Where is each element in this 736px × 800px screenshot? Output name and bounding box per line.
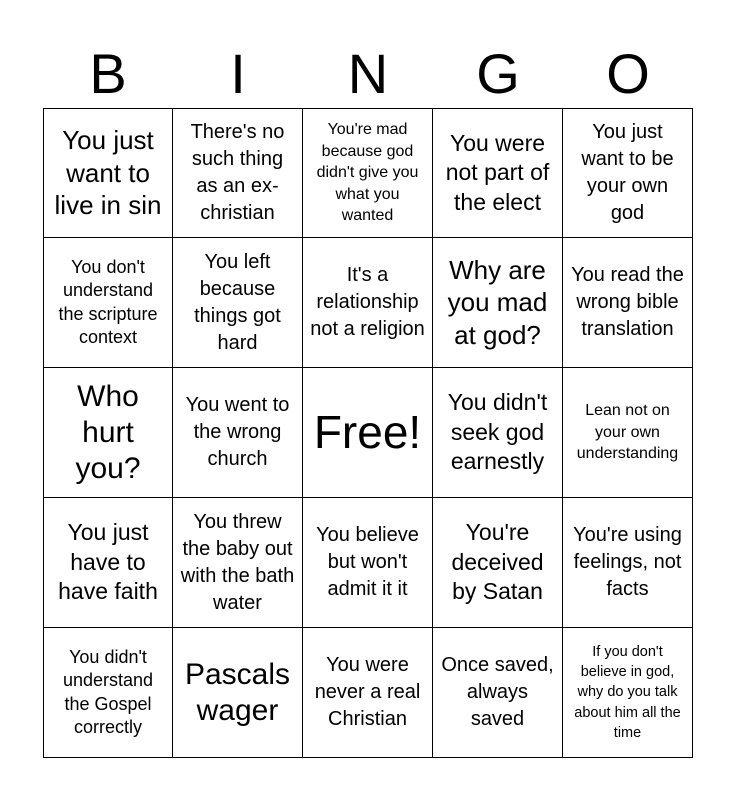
cell-text: You're mad because god didn't give you what you wanted xyxy=(316,121,419,225)
header-letter-g: G xyxy=(476,42,520,105)
bingo-cell[interactable] xyxy=(433,238,563,368)
cell-text: If you don't believe in god, why do you talk about him all the time xyxy=(574,643,681,741)
cell-text: You're using feelings, not facts xyxy=(573,524,682,600)
cell-text: You read the wrong bible translation xyxy=(571,264,684,340)
bingo-cell[interactable] xyxy=(43,108,173,238)
cell-text: You were never a real Christian xyxy=(314,654,421,730)
cell-text: Pascals wager xyxy=(184,657,291,727)
free-space-text: Free! xyxy=(313,406,422,459)
header-letter-o: O xyxy=(606,42,650,105)
cell-text: You were not part of the elect xyxy=(445,129,550,215)
bingo-cell[interactable] xyxy=(563,238,693,368)
cell-text: You just want to be your own god xyxy=(581,121,674,224)
bingo-cell[interactable] xyxy=(433,628,563,758)
cell-text: You don't understand the scripture context xyxy=(58,256,158,347)
bingo-header xyxy=(43,40,693,108)
header-letter-b: B xyxy=(89,42,127,105)
bingo-cell[interactable] xyxy=(433,368,563,498)
cell-text: You're deceived by Satan xyxy=(451,519,544,605)
bingo-card xyxy=(43,108,693,758)
bingo-cell[interactable] xyxy=(563,628,693,758)
bingo-cell[interactable] xyxy=(43,498,173,628)
header-letter-n: N xyxy=(347,42,389,105)
bingo-cell[interactable] xyxy=(43,368,173,498)
bingo-cell[interactable] xyxy=(303,498,433,628)
bingo-cell[interactable] xyxy=(303,108,433,238)
cell-text: You didn't understand the Gospel correctly xyxy=(62,646,154,737)
cell-text: You went to the wrong church xyxy=(185,394,290,470)
cell-text: Why are you mad at god? xyxy=(447,254,548,350)
header-letter-i: I xyxy=(230,42,246,105)
cell-text: You just want to live in sin xyxy=(54,125,162,221)
cell-text: You left because things got hard xyxy=(194,250,281,354)
bingo-cell[interactable] xyxy=(173,368,303,498)
bingo-cell[interactable] xyxy=(173,498,303,628)
bingo-cell[interactable] xyxy=(433,498,563,628)
cell-text: You just have to have faith xyxy=(58,519,158,605)
bingo-cell[interactable] xyxy=(173,238,303,368)
bingo-cell[interactable] xyxy=(173,108,303,238)
bingo-cell[interactable] xyxy=(563,108,693,238)
bingo-cell[interactable] xyxy=(43,238,173,368)
bingo-cell[interactable] xyxy=(433,108,563,238)
cell-text: There's no such thing as an ex-christian xyxy=(190,121,285,224)
cell-text: Lean not on your own understanding xyxy=(576,402,679,463)
bingo-cell[interactable] xyxy=(303,628,433,758)
bingo-cell[interactable] xyxy=(563,368,693,498)
bingo-cell[interactable] xyxy=(563,498,693,628)
bingo-cell[interactable] xyxy=(43,628,173,758)
cell-text: You didn't seek god earnestly xyxy=(447,389,548,475)
bingo-cell-free[interactable] xyxy=(303,368,433,498)
cell-text: You threw the baby out with the bath water xyxy=(180,510,295,614)
bingo-cell[interactable] xyxy=(173,628,303,758)
cell-text: Once saved, always saved xyxy=(441,654,554,730)
bingo-cell[interactable] xyxy=(303,238,433,368)
cell-text: It's a relationship not a religion xyxy=(310,264,425,340)
cell-text: Who hurt you? xyxy=(75,379,141,485)
cell-text: You believe but won't admit it it xyxy=(316,524,419,600)
